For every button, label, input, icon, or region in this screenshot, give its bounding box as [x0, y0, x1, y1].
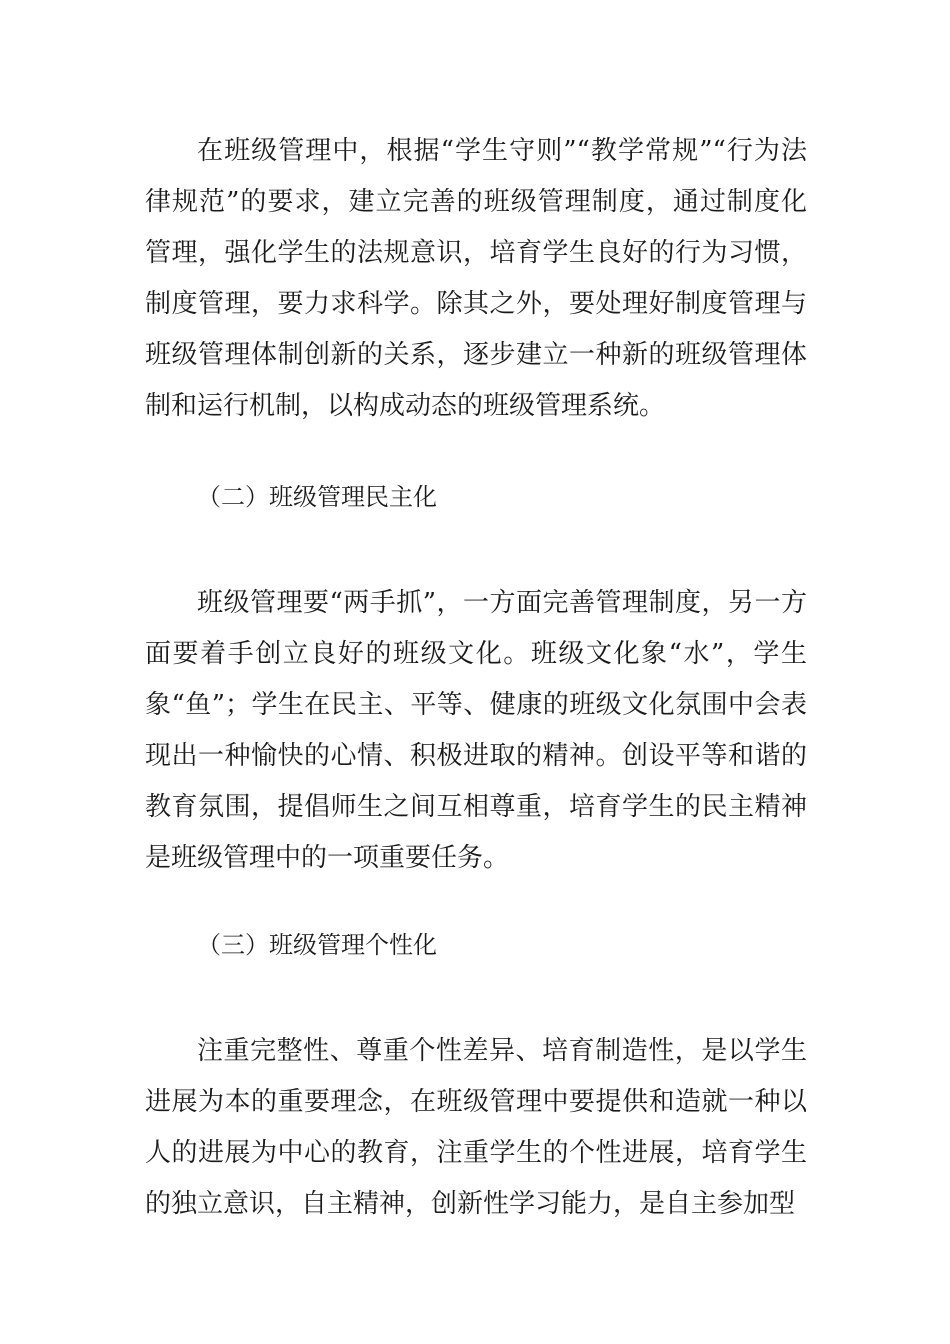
body-paragraph: 在班级管理中，根据“学生守则”“教学常规”“行为法律规范”的要求，建立完善的班级管理制度，通过制度化管理，强化学生的法规意识，培育学生良好的行为习惯，制度管理，要力求科学。除其之外，要处理好制度管理与班级管理体制创新的关系，逐步建立一种新的班级管理体制和运行机制，以构成动态的班级管理系统。: [145, 136, 807, 421]
body-paragraph: 班级管理要“两手抓”，一方面完善管理制度，另一方面要着手创立良好的班级文化。班级文化象“水”，学生象“鱼”；学生在民主、平等、健康的班级文化氛围中会表现出一种愉快的心情、积极进取的精神。创设平等和谐的教育氛围，提倡师生之间互相尊重，培育学生的民主精神是班级管理中的一项重要任务。: [145, 588, 807, 873]
section-heading: （三）班级管理个性化: [197, 931, 437, 959]
section-heading: （二）班级管理民主化: [197, 483, 437, 511]
body-paragraph: 注重完整性、尊重个性差异、培育制造性，是以学生进展为本的重要理念，在班级管理中要提供和造就一种以人的进展为中心的教育，注重学生的个性进展，培育学生的独立意识，自主精神，创新性学习能力，是自主参加型: [145, 1036, 807, 1219]
